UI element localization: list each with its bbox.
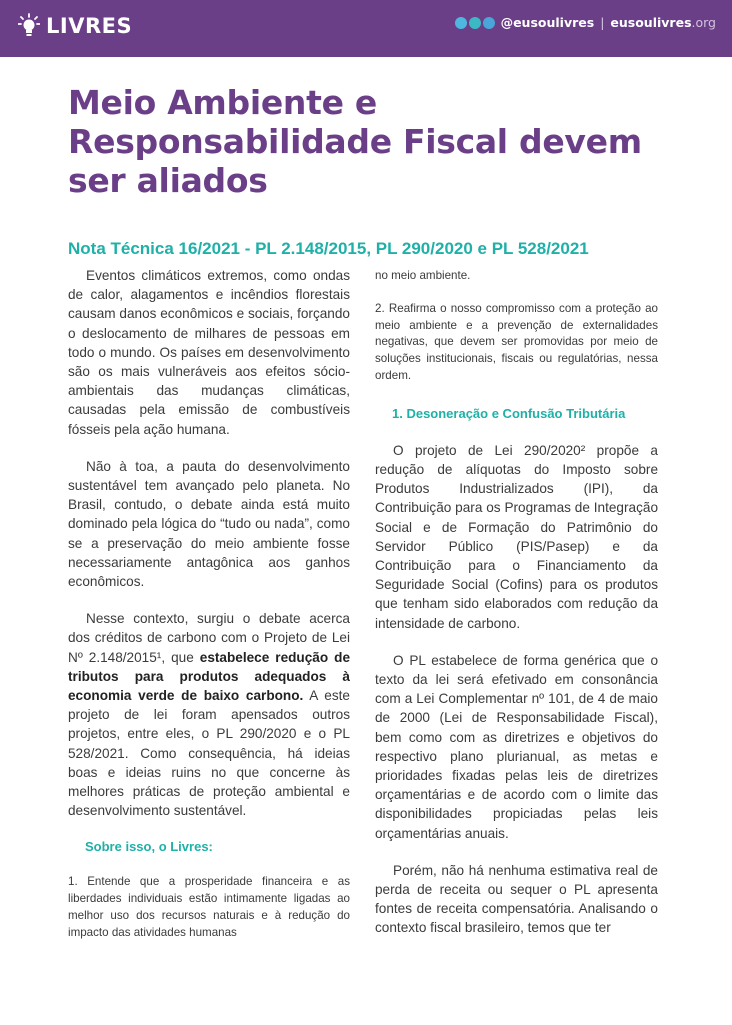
page-subtitle: Nota Técnica 16/2021 - PL 2.148/2015, PL 290/2020 e PL 528/2021	[68, 239, 589, 258]
brand-logo[interactable]	[18, 11, 132, 41]
list-item: 2. Reafirma o nosso compromisso com a proteção ao meio ambiente e a prevenção de externalidades negativas, que devem ser promovidas por meio de soluções institucionais, fiscais ou regulatórias, nessa ordem.	[375, 301, 658, 382]
paragraph-text: A este projeto de lei foram apensados outros projetos, entre eles, o PL 290/2020 e o PL 528/2021. Como consequência, há ideias boas e ideias ruins no que concerne às melhores práticas de proteção ambiental e desenvolvimento sustentável.	[68, 688, 350, 819]
section-heading: Sobre isso, o Livres:	[85, 839, 213, 855]
lightbulb-icon	[18, 13, 40, 39]
social-handle[interactable]: @eusoulivres	[500, 15, 595, 30]
twitter-icon[interactable]	[455, 17, 467, 29]
paragraph: Porém, não há nenhuma estimativa real de perda de receita ou sequer o PL apresenta fontes de receita compensatória. Analisando o contexto fiscal brasileiro, temos que ter	[375, 862, 658, 936]
paragraph: Não à toa, a pauta do desenvolvimento sustentável tem avançado pelo planeta. No Brasil, contudo, o debate ainda está muito dominado pela lógica do “tudo ou nada”, como se a preservação do meio ambiente fosse necessariamente antagônica aos ganhos econômicos.	[68, 458, 350, 590]
social-links	[455, 15, 716, 30]
paragraph-text: Nesse contexto, surgiu o debate acerca dos créditos de carbono com o Projeto de Lei Nº 2.148/2015¹, que	[68, 611, 350, 665]
brand-name: LIVRES	[46, 14, 133, 38]
paragraph: O projeto de Lei 290/2020² propõe a redução de alíquotas do Imposto sobre Produtos Industrializados (IPI), da Contribuição para os Programas de Integração Social e de Formação do Patrimônio do Servidor Público (PIS/Pasep) e da Contribuição para o Financiamento da Seguridade Social (Cofins) para os produtos que tenham sido elaborados com redução da intensidade de carbono.	[375, 442, 658, 631]
left-column	[68, 266, 350, 960]
paragraph: Eventos climáticos extremos, como ondas de calor, alagamentos e incêndios florestais causam danos econômicos e sociais, forçando o deslocamento de milhares de pessoas em todo o mundo. Os países em desenvolvimento são os mais vulneráveis aos efeitos sócio-ambientais das mudanças climáticas, causadas pela emissão de combustíveis fósseis pela ação humana.	[68, 268, 350, 437]
separator: |	[600, 15, 605, 30]
site-name: eusoulivres	[610, 15, 692, 30]
right-column	[375, 268, 658, 956]
list-item-continuation: no meio ambiente.	[375, 269, 471, 282]
list-item: 1. Entende que a prosperidade financeira e as liberdades individuais estão intimamente ligadas ao melhor uso dos recursos naturais e à redução do impacto das atividades humanas	[68, 875, 350, 939]
paragraph	[68, 609, 350, 820]
highlighted-text: estabelece redução de tributos para produtos adequados à economia verde de baixo carbono.	[68, 649, 351, 704]
site-tld: .org	[691, 15, 716, 30]
page-title: Meio Ambiente e Responsabilidade Fiscal devem ser aliados	[68, 83, 642, 200]
instagram-icon[interactable]	[469, 17, 481, 29]
paragraph: O PL estabelece de forma genérica que o texto da lei será efetivado em consonância com a Lei Complementar nº 101, de 4 de maio de 2000 (Lei de Responsabilidade Fiscal), bem como com as diretrizes e objetivos do respectivo plano plurianual, as metas e prioridades fixadas pelas leis de diretrizes orçamentárias e de acordo com o limite das disponibilidades propiciadas pelas leis orçamentárias anuais.	[375, 652, 658, 841]
website-link[interactable]	[610, 15, 716, 30]
section-heading: 1. Desoneração e Confusão Tributária	[392, 405, 626, 421]
header-bar	[0, 0, 732, 57]
facebook-icon[interactable]	[483, 17, 495, 29]
